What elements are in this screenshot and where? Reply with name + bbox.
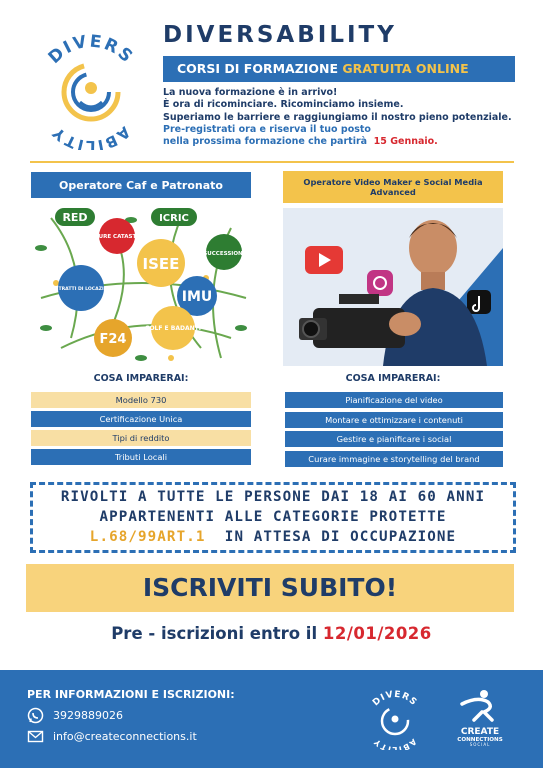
- left-course-title: Operatore Caf e Patronato: [31, 172, 251, 198]
- learn-item: Montare e ottimizzare i contenuti: [285, 412, 503, 428]
- topic-contratti: CONTRATTI DI LOCAZIONE: [47, 287, 115, 292]
- videomaker-photo: [283, 208, 503, 366]
- start-date: 15 Gennaio.: [373, 136, 438, 148]
- page-title: DIVERSABILITY: [163, 22, 397, 48]
- topic-red: RED: [62, 211, 88, 224]
- intro-line-5: nella prossima formazione che partirà: [163, 136, 368, 148]
- learn-item: Curare immagine e storytelling del brand: [285, 451, 503, 467]
- left-learn-title: COSA IMPARERAI:: [93, 373, 189, 384]
- learn-item: Certificazione Unica: [31, 411, 251, 427]
- learn-item: Gestire e pianificare i social: [285, 431, 503, 447]
- create-connections-logo: [448, 686, 512, 746]
- svg-text:CREATE: CREATE: [460, 727, 500, 737]
- footer-diversability-logo: [364, 688, 426, 750]
- learn-item: Pianificazione del video: [285, 392, 503, 408]
- target-line-1: RIVOLTI A TUTTE LE PERSONE DAI 18 AI 60 ANNI: [60, 489, 486, 505]
- deadline-date: 12/01/2026: [322, 624, 432, 643]
- topic-visure: VISURE CATASTALI: [88, 234, 146, 240]
- intro-line-2: È ora di ricominciare. Ricominciamo insieme.: [163, 99, 404, 111]
- footer-email[interactable]: [27, 728, 197, 745]
- registration-deadline: [0, 624, 543, 643]
- svg-text:SOCIAL: SOCIAL: [469, 742, 491, 746]
- target-audience-box: [30, 482, 516, 553]
- email-address: info@createconnections.it: [53, 730, 197, 743]
- learn-item: Tributi Locali: [31, 449, 251, 465]
- header-divider: [30, 161, 514, 163]
- learn-item: Tipi di reddito: [31, 430, 251, 446]
- whatsapp-icon: [27, 707, 44, 724]
- signup-call-to-action[interactable]: ISCRIVITI SUBITO!: [26, 564, 514, 612]
- diversability-logo: [30, 28, 152, 150]
- svg-text:ABILITY: ABILITY: [48, 122, 134, 150]
- instagram-icon: [367, 270, 393, 296]
- law-reference: L.68/99ART.1: [89, 529, 206, 545]
- target-line-3-rest: IN ATTESA DI OCCUPAZIONE: [224, 529, 457, 545]
- topic-isee: ISEE: [142, 255, 180, 273]
- svg-text:ABILITY: ABILITY: [371, 736, 419, 750]
- target-line-3: [33, 529, 513, 545]
- topic-imu: IMU: [181, 289, 213, 305]
- intro-line-4: Pre-registrati ora e riserva il tuo posto: [163, 123, 371, 135]
- right-course-title: Operatore Video Maker e Social Media Advanced: [283, 171, 503, 203]
- svg-text:CONNECTIONS: CONNECTIONS: [457, 737, 503, 743]
- email-icon: [27, 728, 44, 745]
- topic-f24: F24: [99, 332, 127, 347]
- phone-number: 3929889026: [53, 709, 123, 722]
- topic-successioni: SUCCESSIONI: [203, 251, 245, 257]
- learn-item: Modello 730: [31, 392, 251, 408]
- intro-text: [163, 87, 518, 148]
- deadline-prefix: Pre - iscrizioni entro il: [111, 624, 318, 643]
- right-learn-title: COSA IMPARERAI:: [345, 373, 441, 384]
- footer-phone[interactable]: [27, 707, 123, 724]
- topic-colf: COLF E BADANTI: [145, 325, 201, 332]
- svg-text:DIVERS: DIVERS: [44, 31, 138, 68]
- footer-info-title: PER INFORMAZIONI E ISCRIZIONI:: [27, 688, 235, 701]
- target-line-2: APPARTENENTI ALLE CATEGORIE PROTETTE: [99, 509, 447, 525]
- intro-line-3: Superiamo le barriere e raggiungiamo il nostro pieno potenziale.: [163, 111, 512, 123]
- caf-topics-illustration: [31, 208, 251, 366]
- intro-line-1: La nuova formazione è in arrivo!: [163, 87, 338, 98]
- subtitle-prefix: CORSI DI FORMAZIONE: [177, 61, 339, 76]
- subtitle-highlight: GRATUITA ONLINE: [342, 61, 469, 76]
- topic-icric: ICRIC: [159, 213, 189, 224]
- svg-text:DIVERS: DIVERS: [371, 689, 419, 709]
- subtitle-banner: [163, 56, 515, 82]
